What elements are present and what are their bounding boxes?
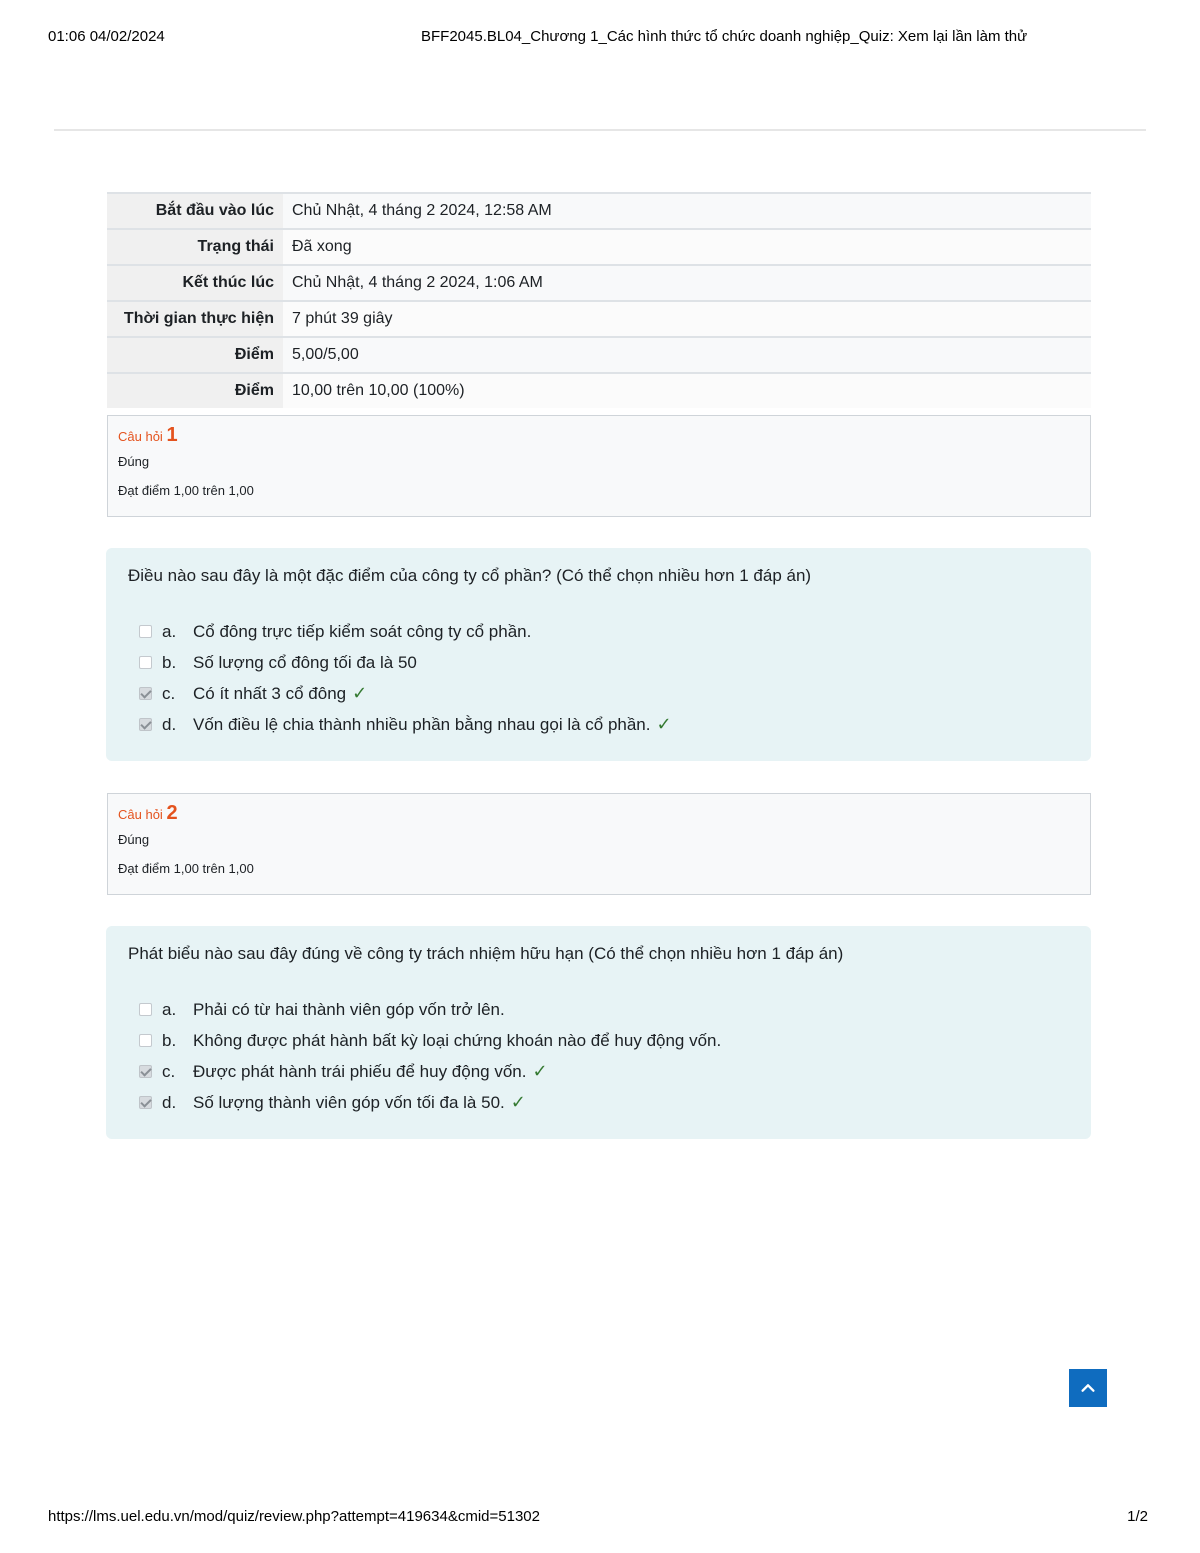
summary-value: 10,00 trên 10,00 (100%) bbox=[283, 373, 1091, 408]
summary-row bbox=[107, 229, 1091, 265]
answer-text: Số lượng thành viên góp vốn tối đa là 50. bbox=[193, 1092, 505, 1112]
answer-option[interactable] bbox=[128, 709, 1069, 740]
summary-row bbox=[107, 373, 1091, 408]
summary-row bbox=[107, 337, 1091, 373]
summary-label: Thời gian thực hiện bbox=[107, 301, 283, 337]
question-2-info bbox=[107, 793, 1091, 895]
answer-letter: d. bbox=[162, 1092, 177, 1112]
question-1-info bbox=[107, 415, 1091, 517]
question-text: Phát biểu nào sau đây đúng về công ty trách nhiệm hữu hạn (Có thể chọn nhiều hơn 1 đáp án) bbox=[128, 944, 844, 963]
answer-checkbox[interactable] bbox=[139, 718, 152, 731]
answer-list bbox=[128, 994, 1069, 1118]
summary-value: Chủ Nhật, 4 tháng 2 2024, 12:58 AM bbox=[283, 193, 1091, 229]
answer-option[interactable] bbox=[128, 616, 1069, 647]
question-number-value: 1 bbox=[166, 424, 178, 446]
question-label: Câu hỏi bbox=[118, 429, 163, 444]
question-number-value: 2 bbox=[166, 802, 178, 824]
print-datetime: 01:06 04/02/2024 bbox=[48, 28, 165, 45]
question-grade: Đạt điểm 1,00 trên 1,00 bbox=[118, 483, 254, 498]
answer-checkbox[interactable] bbox=[139, 1065, 152, 1078]
page-url: https://lms.uel.edu.vn/mod/quiz/review.php?attempt=419634&cmid=51302 bbox=[48, 1508, 540, 1525]
answer-list bbox=[128, 616, 1069, 740]
answer-text: Có ít nhất 3 cổ đông bbox=[193, 683, 347, 703]
question-grade: Đạt điểm 1,00 trên 1,00 bbox=[118, 861, 254, 876]
answer-option[interactable] bbox=[128, 1025, 1069, 1056]
question-number bbox=[118, 802, 1080, 826]
answer-checkbox[interactable] bbox=[139, 1034, 152, 1047]
check-icon: ✓ bbox=[656, 714, 672, 734]
answer-letter: b. bbox=[162, 652, 177, 672]
summary-label: Điểm bbox=[107, 337, 283, 373]
answer-letter: c. bbox=[162, 683, 176, 703]
answer-option[interactable] bbox=[128, 1056, 1069, 1087]
summary-value: 5,00/5,00 bbox=[283, 337, 1091, 373]
question-state: Đúng bbox=[118, 454, 150, 469]
answer-text: Được phát hành trái phiếu để huy động vốn. bbox=[193, 1061, 527, 1081]
summary-row bbox=[107, 193, 1091, 229]
answer-checkbox[interactable] bbox=[139, 687, 152, 700]
answer-letter: c. bbox=[162, 1061, 176, 1081]
summary-value: 7 phút 39 giây bbox=[283, 301, 1091, 337]
summary-row bbox=[107, 301, 1091, 337]
question-2-content bbox=[106, 926, 1091, 1139]
answer-checkbox[interactable] bbox=[139, 625, 152, 638]
summary-label: Kết thúc lúc bbox=[107, 265, 283, 301]
answer-option[interactable] bbox=[128, 1087, 1069, 1118]
answer-checkbox[interactable] bbox=[139, 656, 152, 669]
document-title: BFF2045.BL04_Chương 1_Các hình thức tổ chức doanh nghiệp_Quiz: Xem lại lần làm thử bbox=[421, 28, 1028, 45]
print-header bbox=[48, 28, 1148, 48]
summary-label: Điểm bbox=[107, 373, 283, 408]
answer-option[interactable] bbox=[128, 678, 1069, 709]
check-icon: ✓ bbox=[532, 1061, 548, 1081]
summary-row bbox=[107, 265, 1091, 301]
check-icon: ✓ bbox=[352, 683, 368, 703]
answer-text: Phải có từ hai thành viên góp vốn trở lên. bbox=[193, 999, 505, 1019]
answer-option[interactable] bbox=[128, 994, 1069, 1025]
page-number: 1/2 bbox=[1127, 1508, 1148, 1525]
answer-letter: a. bbox=[162, 999, 177, 1019]
chevron-up-icon bbox=[1079, 1379, 1097, 1397]
check-icon: ✓ bbox=[510, 1092, 526, 1112]
question-1-content bbox=[106, 548, 1091, 761]
summary-label: Bắt đầu vào lúc bbox=[107, 193, 283, 229]
question-text: Điều nào sau đây là một đặc điểm của công ty cổ phần? (Có thể chọn nhiều hơn 1 đáp án) bbox=[128, 566, 812, 585]
summary-label: Trạng thái bbox=[107, 229, 283, 265]
answer-letter: d. bbox=[162, 714, 177, 734]
answer-text: Vốn điều lệ chia thành nhiều phần bằng nhau gọi là cổ phần. bbox=[193, 714, 651, 734]
attempt-summary-table bbox=[107, 192, 1091, 408]
answer-letter: b. bbox=[162, 1030, 177, 1050]
question-number bbox=[118, 424, 1080, 448]
summary-value: Đã xong bbox=[283, 229, 1091, 265]
back-to-top-button[interactable] bbox=[1069, 1369, 1107, 1407]
question-state: Đúng bbox=[118, 832, 150, 847]
answer-checkbox[interactable] bbox=[139, 1003, 152, 1016]
answer-checkbox[interactable] bbox=[139, 1096, 152, 1109]
summary-value: Chủ Nhật, 4 tháng 2 2024, 1:06 AM bbox=[283, 265, 1091, 301]
answer-text: Không được phát hành bất kỳ loại chứng khoán nào để huy động vốn. bbox=[193, 1030, 722, 1050]
answer-text: Số lượng cổ đông tối đa là 50 bbox=[193, 652, 417, 672]
question-label: Câu hỏi bbox=[118, 807, 163, 822]
divider bbox=[54, 129, 1146, 131]
answer-letter: a. bbox=[162, 621, 177, 641]
answer-text: Cổ đông trực tiếp kiểm soát công ty cổ phần. bbox=[193, 621, 532, 641]
answer-option[interactable] bbox=[128, 647, 1069, 678]
